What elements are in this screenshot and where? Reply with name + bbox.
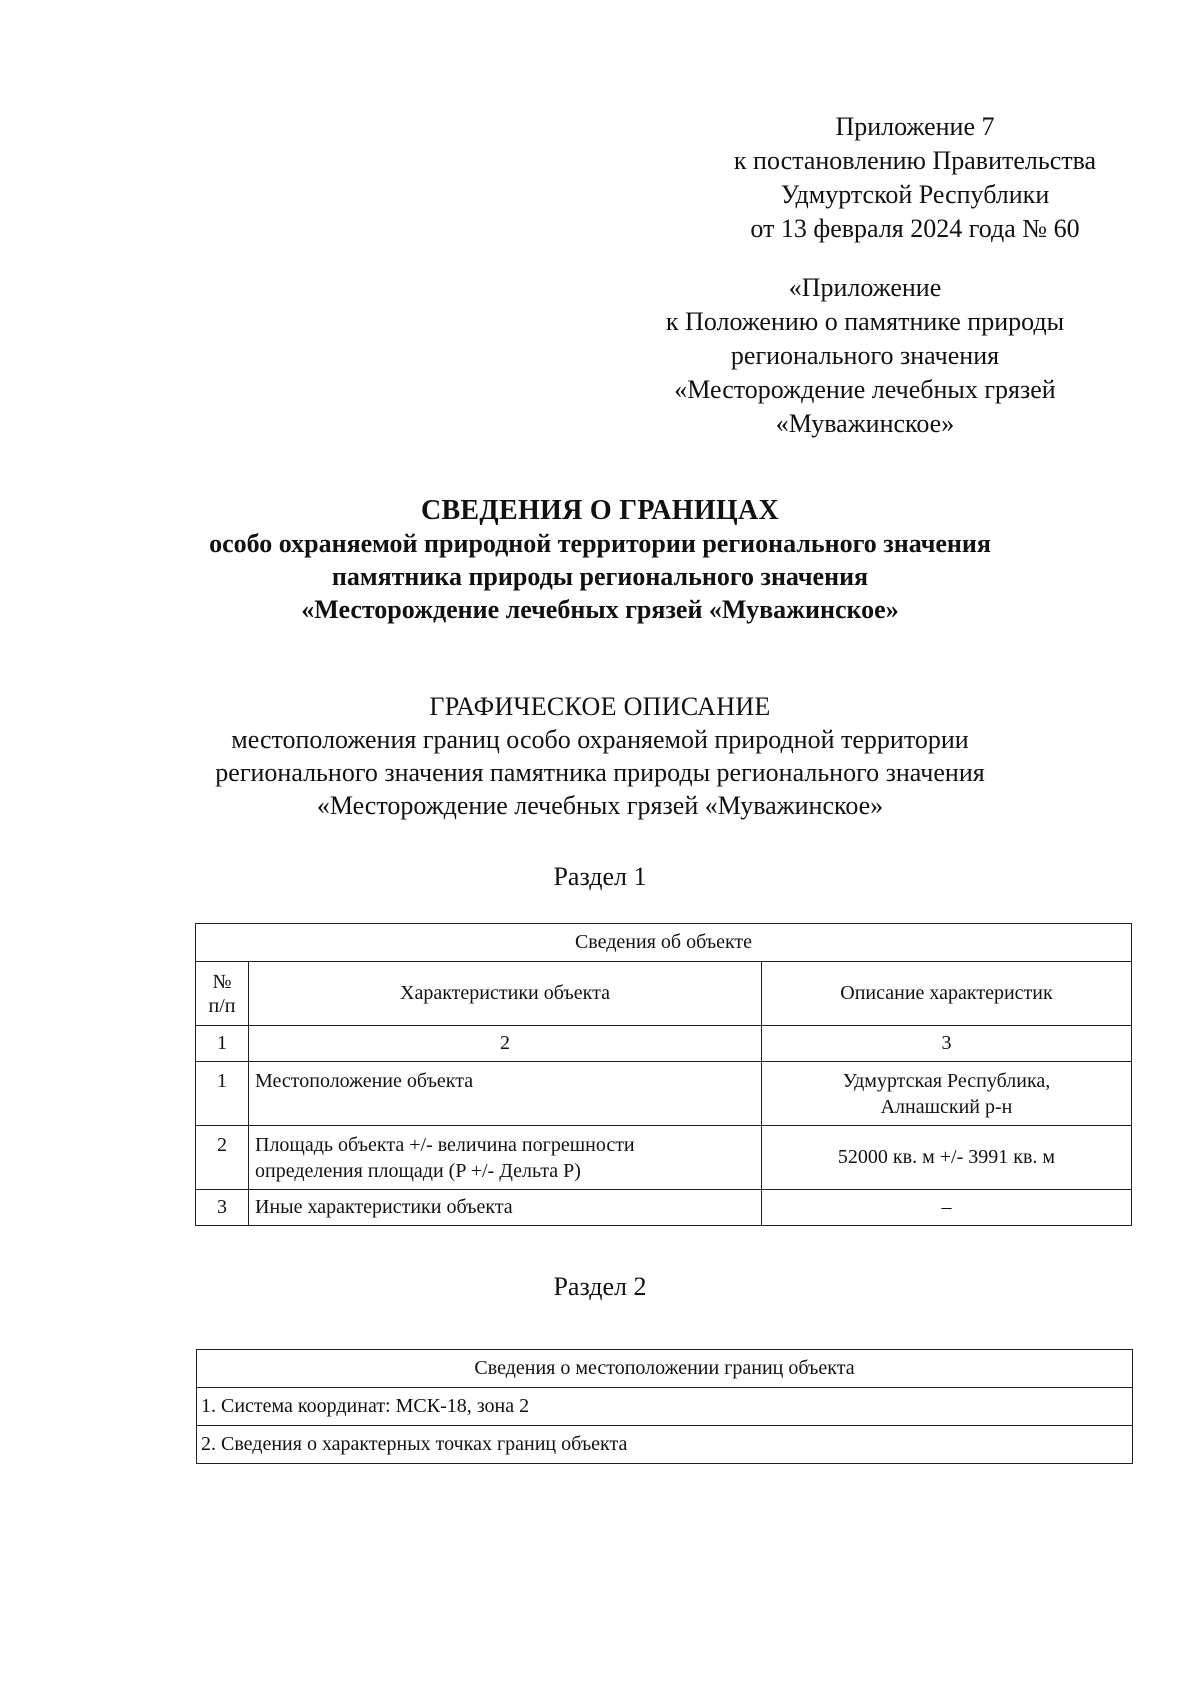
table-row bbox=[196, 1062, 1132, 1126]
graphic-line: «Месторождение лечебных грязей «Муважинское» bbox=[316, 791, 884, 820]
heading-line: памятника природы регионального значения bbox=[331, 562, 869, 591]
table-title-row bbox=[196, 924, 1132, 962]
table-header-row bbox=[196, 962, 1132, 1026]
sub-annex-line: «Приложение bbox=[788, 273, 942, 302]
col-header-description: Описание характеристик bbox=[762, 962, 1132, 1026]
sub-annex-line: «Месторождение лечебных грязей bbox=[674, 375, 1056, 404]
annex-line: Удмуртской Республики bbox=[780, 180, 1050, 209]
section-2-label: Раздел 2 bbox=[553, 1272, 647, 1301]
col-header-num-line2: п/п bbox=[208, 994, 236, 1017]
graphic-description-heading bbox=[0, 690, 1200, 822]
annex-line: к постановлению Правительства bbox=[733, 146, 1097, 175]
row-value-line: Алнашский р-н bbox=[880, 1095, 1013, 1118]
object-info-table bbox=[195, 923, 1132, 1226]
index-cell: 1 bbox=[196, 1026, 249, 1062]
heading-title: СВЕДЕНИЯ О ГРАНИЦАХ bbox=[420, 495, 780, 526]
annex-line: Приложение 7 bbox=[835, 112, 995, 141]
annex-reference bbox=[700, 110, 1130, 246]
boundary-row: 2. Сведения о характерных точках границ объекта bbox=[197, 1426, 1133, 1464]
row-value: – bbox=[762, 1190, 1132, 1226]
annex-line: от 13 февраля 2024 года № 60 bbox=[750, 214, 1080, 243]
row-name: Местоположение объекта bbox=[249, 1062, 762, 1126]
col-header-num-line1: № bbox=[212, 970, 232, 993]
col-header-num bbox=[196, 962, 249, 1026]
row-name: Иные характеристики объекта bbox=[249, 1190, 762, 1226]
graphic-line: местоположения границ особо охраняемой природной территории bbox=[231, 725, 969, 754]
heading-line: «Месторождение лечебных грязей «Муважинское» bbox=[301, 595, 899, 624]
index-cell: 2 bbox=[249, 1026, 762, 1062]
index-row bbox=[196, 1026, 1132, 1062]
sub-annex-line: регионального значения bbox=[730, 341, 1000, 370]
row-num: 2 bbox=[196, 1126, 249, 1190]
table-row bbox=[197, 1426, 1133, 1464]
index-cell: 3 bbox=[762, 1026, 1132, 1062]
graphic-title: ГРАФИЧЕСКОЕ ОПИСАНИЕ bbox=[429, 692, 771, 721]
document-heading bbox=[0, 494, 1200, 626]
boundary-info-table bbox=[196, 1349, 1133, 1464]
row-value bbox=[762, 1062, 1132, 1126]
heading-line: особо охраняемой природной территории регионального значения bbox=[209, 529, 991, 558]
row-value: 52000 кв. м +/- 3991 кв. м bbox=[762, 1126, 1132, 1190]
graphic-line: регионального значения памятника природы регионального значения bbox=[215, 758, 985, 787]
row-value-line: Удмуртская Республика, bbox=[842, 1069, 1051, 1092]
sub-annex-line: к Положению о памятнике природы bbox=[665, 307, 1065, 336]
boundary-row: 1. Система координат: МСК-18, зона 2 bbox=[197, 1388, 1133, 1426]
row-num: 1 bbox=[196, 1062, 249, 1126]
table-title: Сведения об объекте bbox=[196, 924, 1132, 962]
row-num: 3 bbox=[196, 1190, 249, 1226]
row-name-line: определения площади (P +/- Дельта P) bbox=[255, 1159, 581, 1182]
table-row bbox=[196, 1126, 1132, 1190]
table-title-row bbox=[197, 1350, 1133, 1388]
table-title: Сведения о местоположении границ объекта bbox=[197, 1350, 1133, 1388]
section-1-label: Раздел 1 bbox=[553, 862, 647, 891]
col-header-characteristics: Характеристики объекта bbox=[249, 962, 762, 1026]
row-name bbox=[249, 1126, 762, 1190]
sub-annex-reference bbox=[640, 271, 1090, 441]
row-name-line: Площадь объекта +/- величина погрешности bbox=[255, 1133, 635, 1156]
table-row bbox=[197, 1388, 1133, 1426]
sub-annex-line: «Муважинское» bbox=[775, 409, 955, 438]
table-row bbox=[196, 1190, 1132, 1226]
